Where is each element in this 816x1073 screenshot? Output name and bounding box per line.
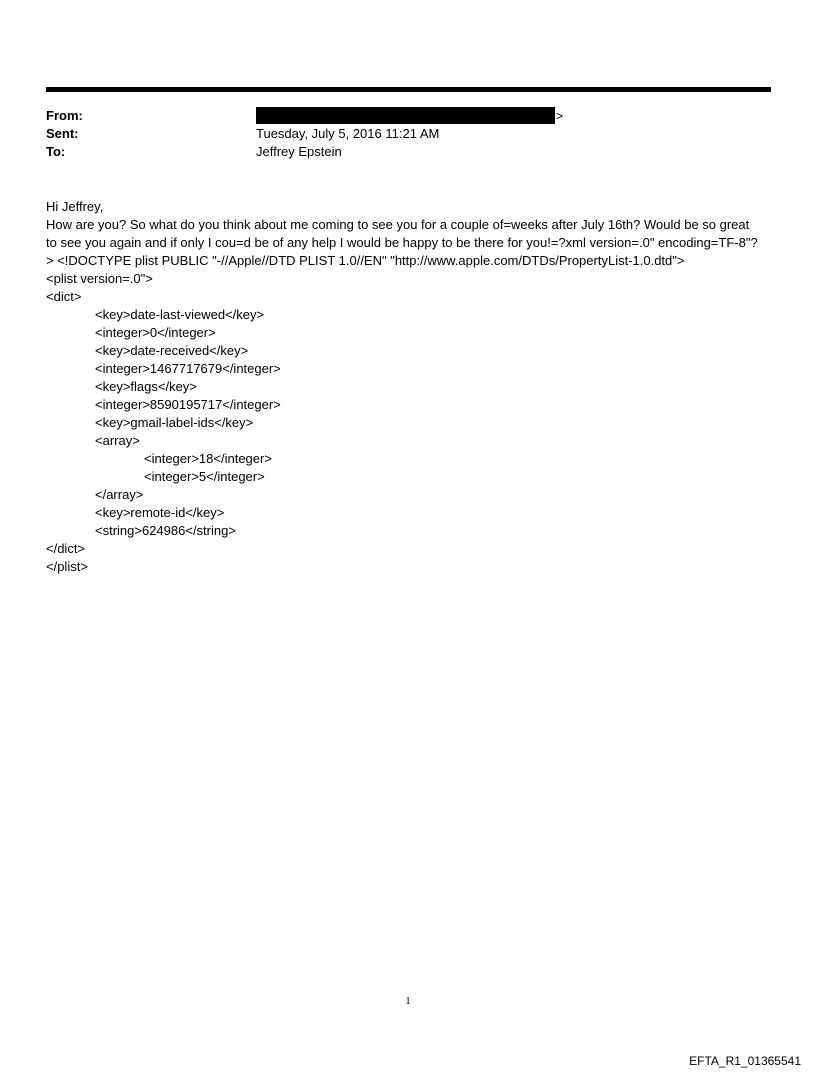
bates-number: EFTA_R1_01365541 [689,1054,801,1068]
sent-row [46,125,771,143]
key-flags: <key>flags</key> [95,379,197,394]
integer-flags: <integer>8590195717</integer> [95,397,281,412]
to-row [46,143,771,161]
message-paragraph: How are you? So what do you think about me coming to see you for a couple of=weeks after July 16th? Would be so great to see you again and if only I cou=d be of any help I would be happy to be there for you!=?xml version=.0" encoding=TF-8"?> <!DOCTYPE plist PUBLIC "-//Apple//DTD PLIST 1.0//EN" "http://www.apple.com/DTDs/PropertyList-1.0.dtd"> [46,217,758,268]
greeting: Hi Jeffrey, [46,199,104,214]
email-header [46,107,771,161]
to-label: To: [46,144,66,159]
array-close: </array> [95,487,144,502]
email-body [46,198,771,576]
dict-close: </dict> [46,541,86,556]
array-open: <array> [95,433,140,448]
from-row [46,107,771,125]
plist-close: </plist> [46,559,88,574]
from-value-suffix: > [556,109,564,123]
key-date-last-viewed: <key>date-last-viewed</key> [95,307,265,322]
dict-open: <dict> [46,289,82,304]
string-remote-id: <string>624986</string> [95,523,236,538]
from-label: From: [46,108,83,123]
from-value [256,107,563,125]
redaction-block [256,107,555,124]
key-gmail-label-ids: <key>gmail-label-ids</key> [95,415,254,430]
sent-label: Sent: [46,126,79,141]
key-remote-id: <key>remote-id</key> [95,505,225,520]
header-rule [46,87,771,92]
page-number: 1 [405,995,411,1007]
integer-label-18: <integer>18</integer> [144,451,272,466]
sent-value: Tuesday, July 5, 2016 11:21 AM [256,126,440,141]
integer-date-last-viewed: <integer>0</integer> [95,325,216,340]
plist-open: <plist version=.0"> [46,271,153,286]
integer-label-5: <integer>5</integer> [144,469,265,484]
to-value: Jeffrey Epstein [256,144,342,159]
integer-date-received: <integer>1467717679</integer> [95,361,281,376]
key-date-received: <key>date-received</key> [95,343,249,358]
